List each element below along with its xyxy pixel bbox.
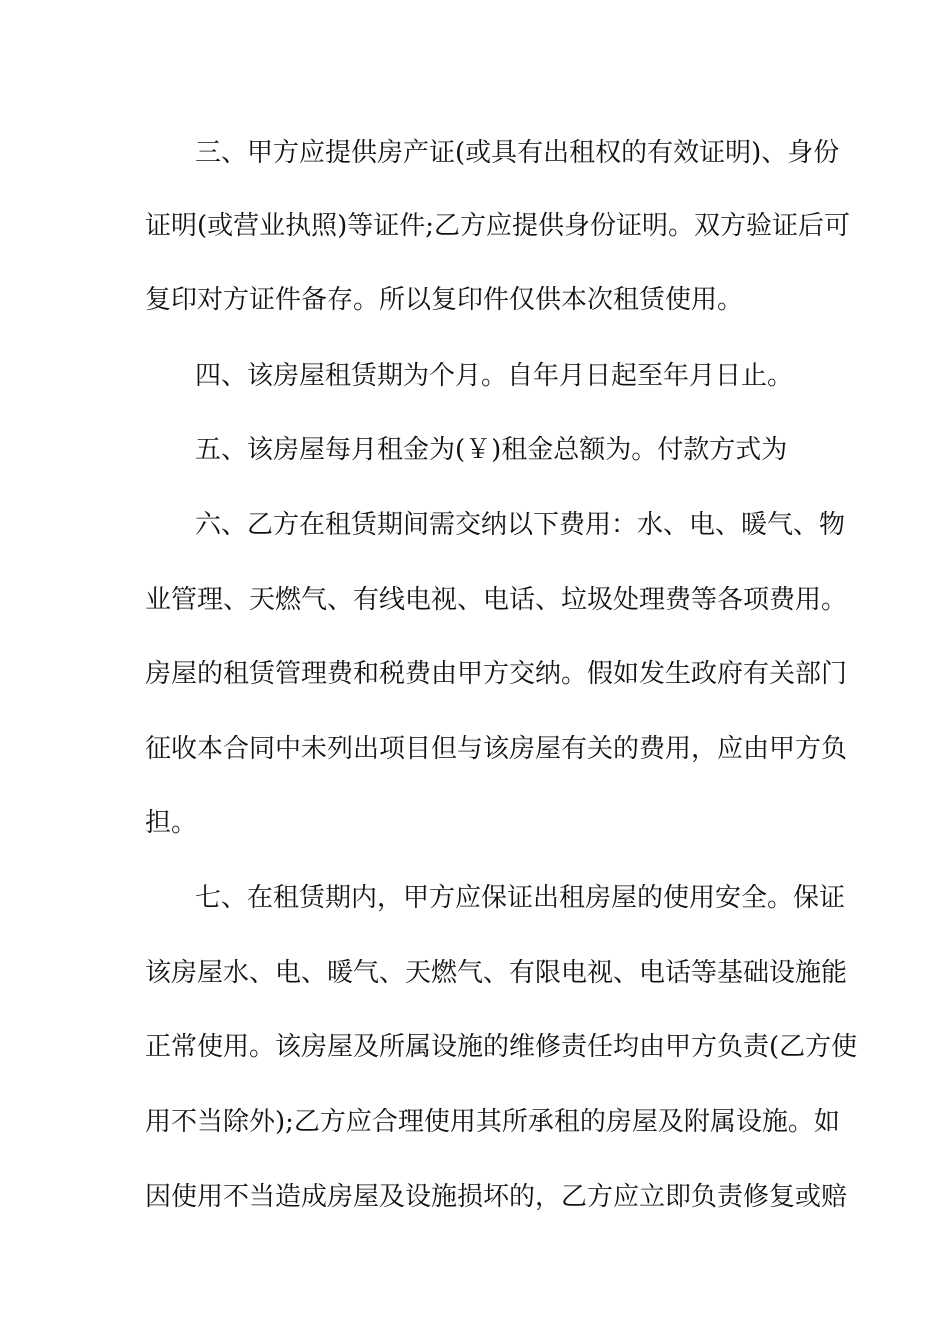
clause-6-line-3: 房屋的租赁管理费和税费由甲方交纳。假如发生政府有关部门: [145, 659, 848, 689]
clause-3-line-1: 三、甲方应提供房产证(或具有出租权的有效证明)、身份: [195, 138, 840, 168]
clause-4-line-1: 四、该房屋租赁期为个月。自年月日起至年月日止。: [195, 361, 794, 391]
clause-7-line-1: 七、在租赁期内，甲方应保证出租房屋的使用安全。保证: [195, 883, 846, 913]
clause-6-line-2: 业管理、天燃气、有线电视、电话、垃圾处理费等各项费用。: [145, 585, 848, 615]
clause-7-line-2: 该房屋水、电、暖气、天燃气、有限电视、电话等基础设施能: [145, 958, 848, 988]
clause-6-line-5: 担。: [145, 808, 198, 838]
clause-3-line-2: 证明(或营业执照)等证件;乙方应提供身份证明。双方验证后可: [145, 211, 851, 241]
clause-7-line-3: 正常使用。该房屋及所属设施的维修责任均由甲方负责(乙方使: [145, 1032, 858, 1062]
clause-7-line-5: 因使用不当造成房屋及设施损坏的，乙方应立即负责修复或赔: [145, 1182, 848, 1212]
clause-3-line-3: 复印对方证件备存。所以复印件仅供本次租赁使用。: [145, 285, 744, 315]
clause-6-line-1: 六、乙方在租赁期间需交纳以下费用：水、电、暖气、物: [195, 510, 846, 540]
clause-5-line-1: 五、该房屋每月租金为(￥)租金总额为。付款方式为: [195, 435, 788, 465]
clause-7-line-4: 用不当除外);乙方应合理使用其所承租的房屋及附属设施。如: [145, 1107, 840, 1137]
clause-6-line-4: 征收本合同中未列出项目但与该房屋有关的费用，应由甲方负: [145, 734, 848, 764]
